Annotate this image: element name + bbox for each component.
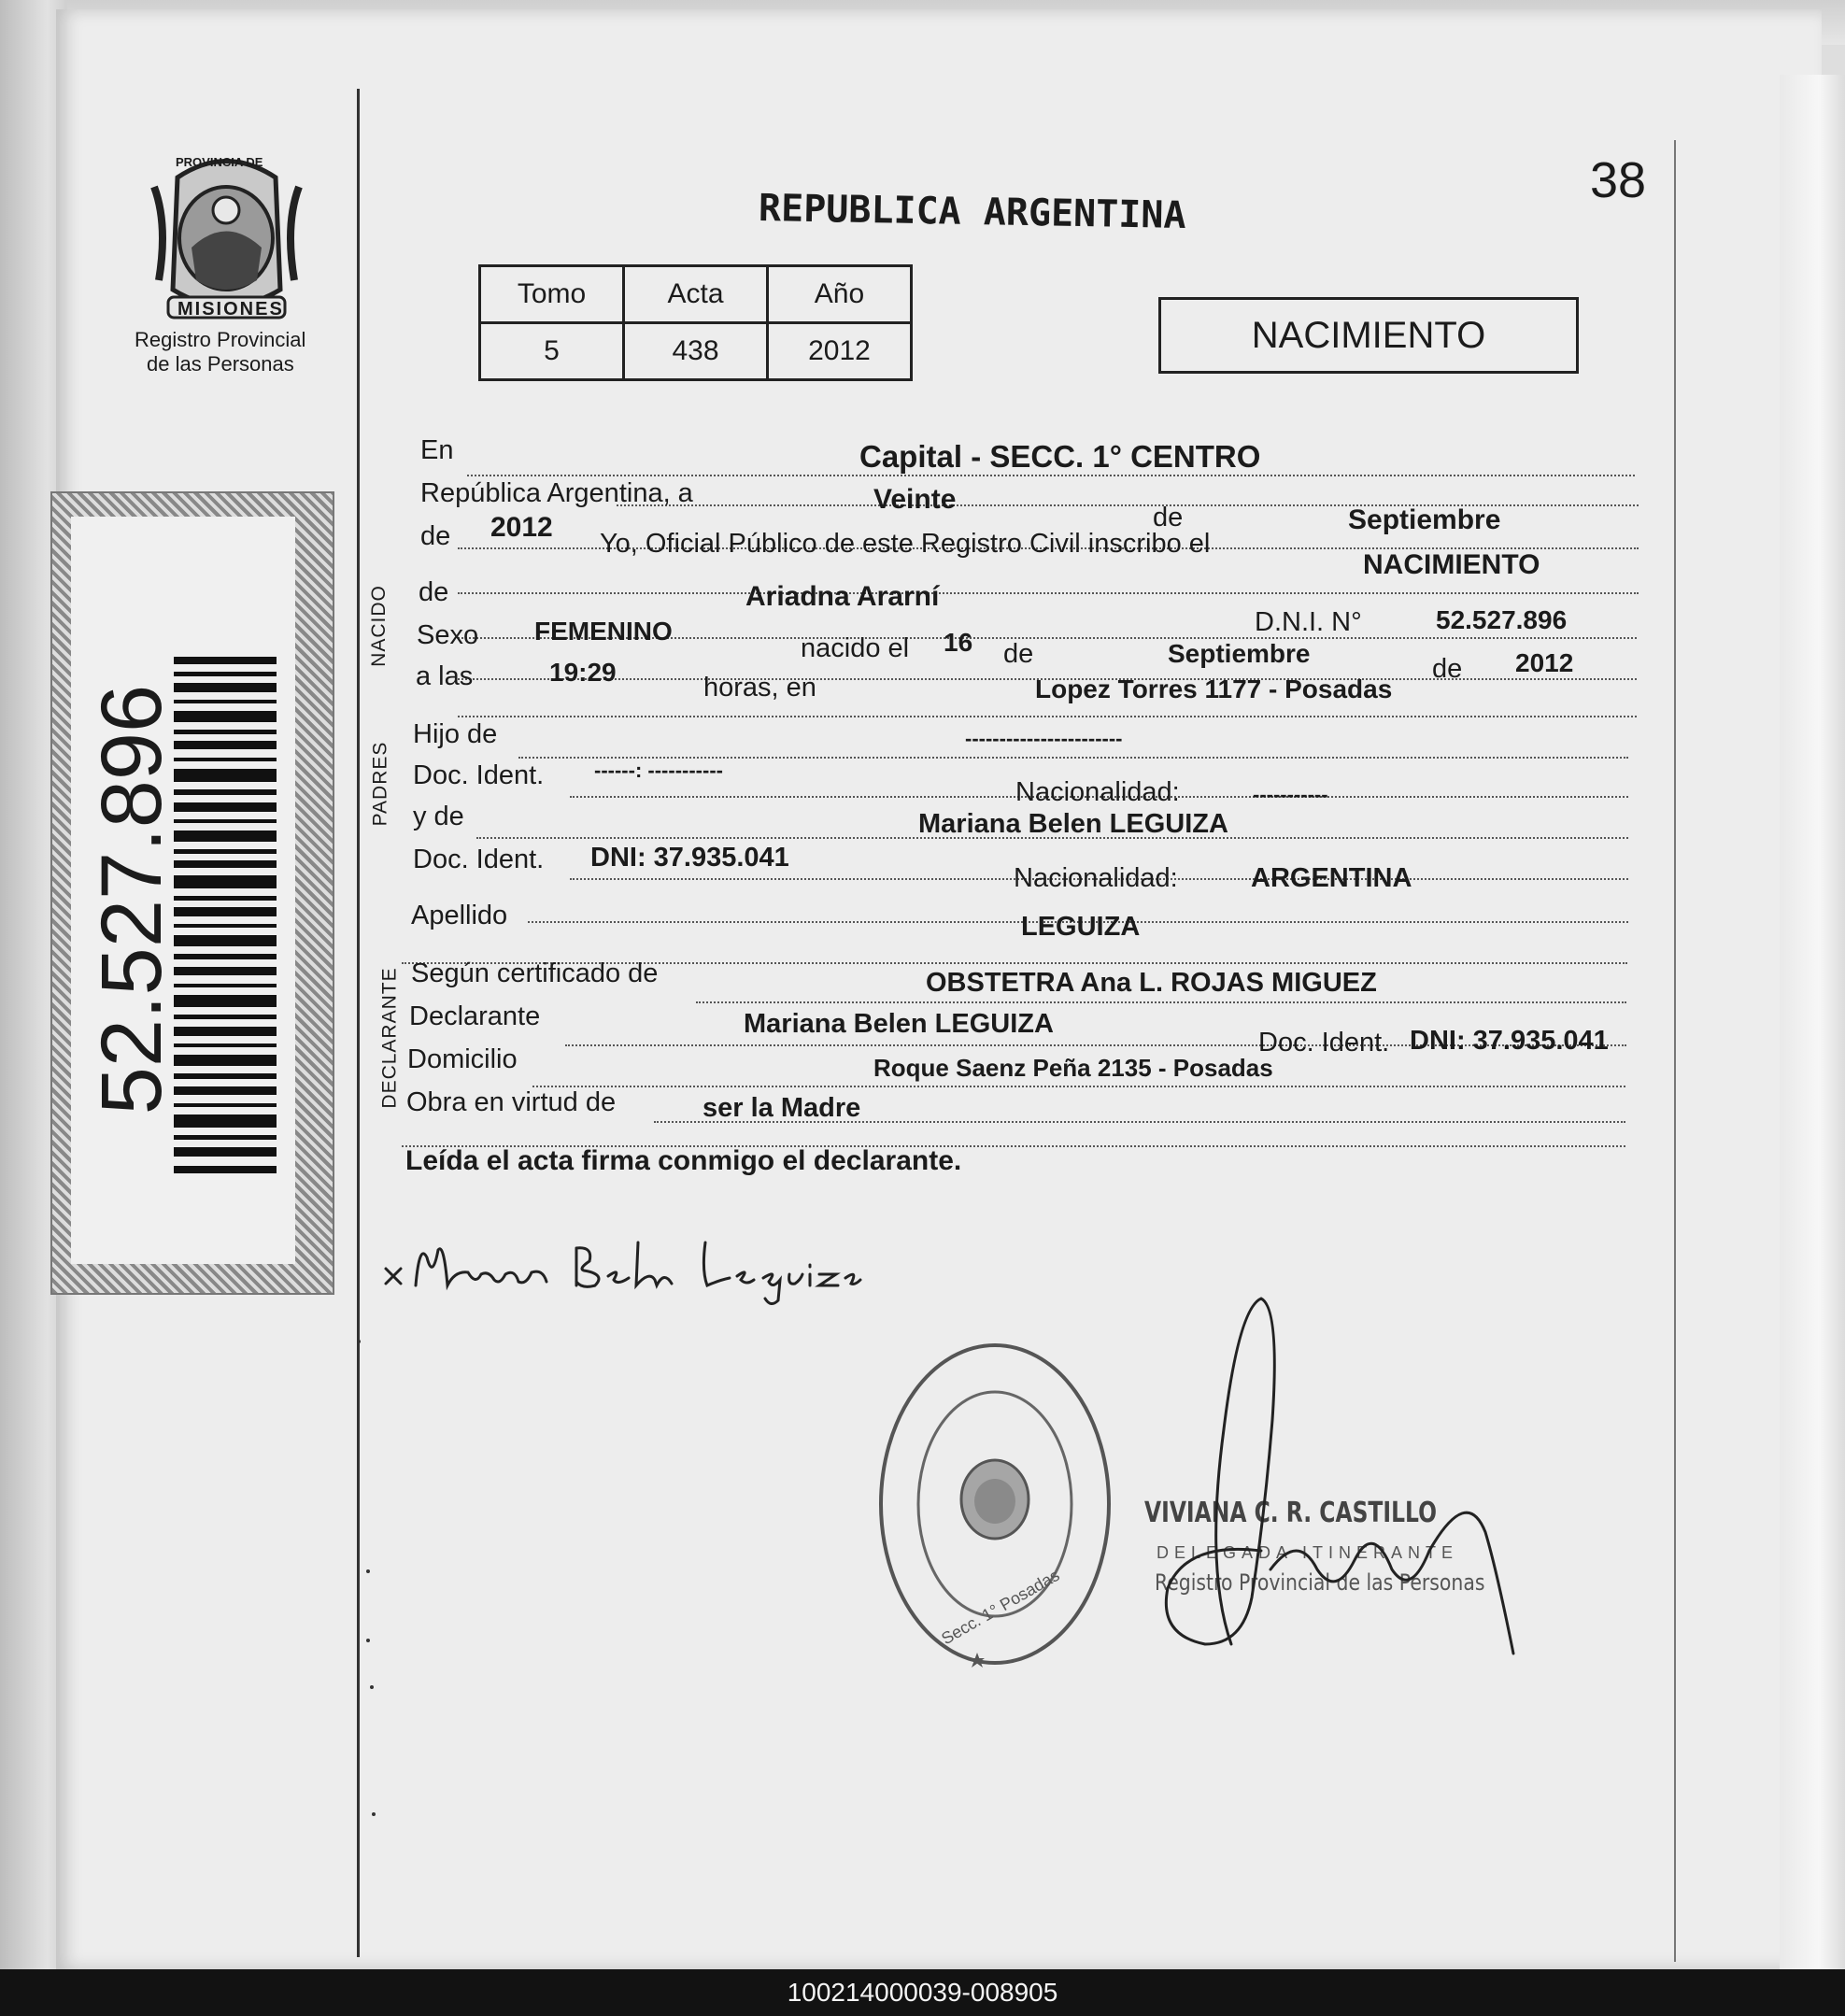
label-de-year: de (420, 521, 451, 551)
record-table-header: Año (768, 266, 912, 323)
logo-banner-top: PROVINCIA DE (176, 155, 263, 169)
value-nacionalidad-father: ----------- (1253, 783, 1328, 806)
value-doc-father: ------: ----------- (594, 759, 723, 782)
margin-speck (366, 1569, 370, 1573)
label-a-las: a las (416, 661, 474, 691)
label-domicilio: Domicilio (407, 1044, 518, 1074)
value-certificado: OBSTETRA Ana L. ROJAS MIGUEZ (926, 968, 1377, 998)
margin-speck (372, 1812, 376, 1816)
value-doc-mother: DNI: 37.935.041 (590, 843, 789, 873)
page-number: 38 (1590, 152, 1647, 208)
label-republica: República Argentina, a (420, 478, 693, 508)
record-table-cell: 438 (624, 323, 768, 380)
value-year: 2012 (490, 512, 553, 543)
label-doc-declarante: Doc. Ident. (1258, 1028, 1390, 1058)
label-de-month: de (1153, 503, 1184, 532)
official-signature (1149, 1289, 1523, 1663)
value-birth-day: 16 (944, 628, 973, 657)
record-type-box: NACIMIENTO (1158, 297, 1579, 374)
label-obra: Obra en virtud de (406, 1087, 617, 1117)
label-doc-mother: Doc. Ident. (413, 845, 545, 874)
margin-speck (357, 1340, 361, 1343)
value-birth-month: Septiembre (1168, 639, 1311, 668)
value-domicilio: Roque Saenz Peña 2135 - Posadas (873, 1054, 1273, 1082)
label-de-birth-month: de (1003, 639, 1034, 669)
record-table (478, 264, 913, 381)
value-declarante: Mariana Belen LEGUIZA (744, 1009, 1054, 1039)
dotted-line (532, 1086, 1625, 1087)
value-sexo: FEMENINO (534, 617, 673, 646)
stamp-inner-text: Secc. 1° Posadas (938, 1565, 1063, 1649)
barcode-number: 52.527.896 (84, 684, 179, 1115)
page-title: REPUBLICA ARGENTINA (758, 187, 1186, 237)
label-segun-certificado: Según certificado de (411, 958, 659, 988)
official-org: Registro Provincial de las Personas (1155, 1569, 1485, 1596)
value-nacionalidad-mother: ARGENTINA (1251, 863, 1412, 893)
label-hijo-de: Hijo de (413, 719, 498, 749)
label-doc-father: Doc. Ident. (413, 760, 545, 790)
label-sexo: Sexo (417, 620, 479, 650)
dotted-line (458, 716, 1637, 717)
label-de-name: de (419, 577, 449, 607)
text-oficial: Yo, Oficial Público de este Registro Civil inscribo el (600, 529, 1211, 559)
label-nacionalidad-mother: Nacionalidad: (1014, 863, 1178, 893)
value-dni: 52.527.896 (1436, 605, 1568, 634)
label-nacionalidad-father: Nacionalidad: (1015, 777, 1180, 807)
dotted-line (467, 475, 1635, 476)
section-label-declarante: DECLARANTE (378, 967, 401, 1109)
closing-statement: Leída el acta firma conmigo el declarante. (405, 1145, 962, 1176)
section-label-nacido: NACIDO (367, 585, 390, 667)
registry-name-line2: de las Personas (147, 352, 294, 376)
official-role: DELEGADA ITINERANTE (1157, 1543, 1459, 1562)
official-name: VIVIANA C. R. CASTILLO (1144, 1497, 1437, 1529)
label-nacido-el: nacido el (801, 633, 910, 663)
dotted-line (458, 592, 1639, 594)
value-obra: ser la Madre (703, 1093, 861, 1123)
dotted-line (696, 1001, 1626, 1003)
label-de-birth-year: de (1432, 654, 1463, 684)
label-dni: D.N.I. N° (1255, 607, 1362, 637)
margin-speck (370, 1685, 374, 1689)
label-y-de: y de (413, 802, 464, 831)
value-inscribe: NACIMIENTO (1363, 549, 1540, 580)
label-horas-en: horas, en (703, 673, 816, 703)
barcode-icon (174, 657, 277, 1180)
value-birth-place: Lopez Torres 1177 - Posadas (1035, 674, 1393, 703)
barcode-label-inner (71, 517, 295, 1264)
official-stamp (859, 1327, 1130, 1682)
left-margin-line (357, 89, 360, 1957)
declarant-signature (378, 1224, 864, 1308)
record-table-cell: 5 (480, 323, 624, 380)
book-right-edge (1780, 75, 1845, 1969)
value-mother: Mariana Belen LEGUIZA (918, 809, 1228, 839)
logo-banner-bottom: MISIONES (177, 299, 284, 319)
value-day-word: Veinte (873, 484, 957, 515)
right-margin-line (1674, 140, 1676, 1962)
value-month: Septiembre (1348, 504, 1501, 535)
value-father: ----------------------- (965, 727, 1123, 750)
scan-footer-code: 100214000039-008905 (0, 1969, 1845, 2016)
value-child-name: Ariadna Ararní (745, 581, 940, 612)
value-birth-year: 2012 (1515, 648, 1574, 677)
record-table-header: Tomo (480, 266, 624, 323)
record-table-cell: 2012 (768, 323, 912, 380)
label-en: En (420, 435, 454, 465)
value-place: Capital - SECC. 1° CENTRO (859, 439, 1261, 474)
value-doc-declarante: DNI: 37.935.041 (1410, 1026, 1609, 1056)
record-table-header: Acta (624, 266, 768, 323)
value-time: 19:29 (549, 658, 617, 687)
label-apellido: Apellido (411, 901, 508, 930)
section-label-padres: PADRES (369, 741, 391, 827)
barcode-label (50, 491, 334, 1295)
registry-name-line1: Registro Provincial (135, 328, 306, 351)
margin-speck (366, 1639, 370, 1642)
value-apellido: LEGUIZA (1021, 912, 1141, 942)
label-declarante: Declarante (409, 1001, 541, 1031)
